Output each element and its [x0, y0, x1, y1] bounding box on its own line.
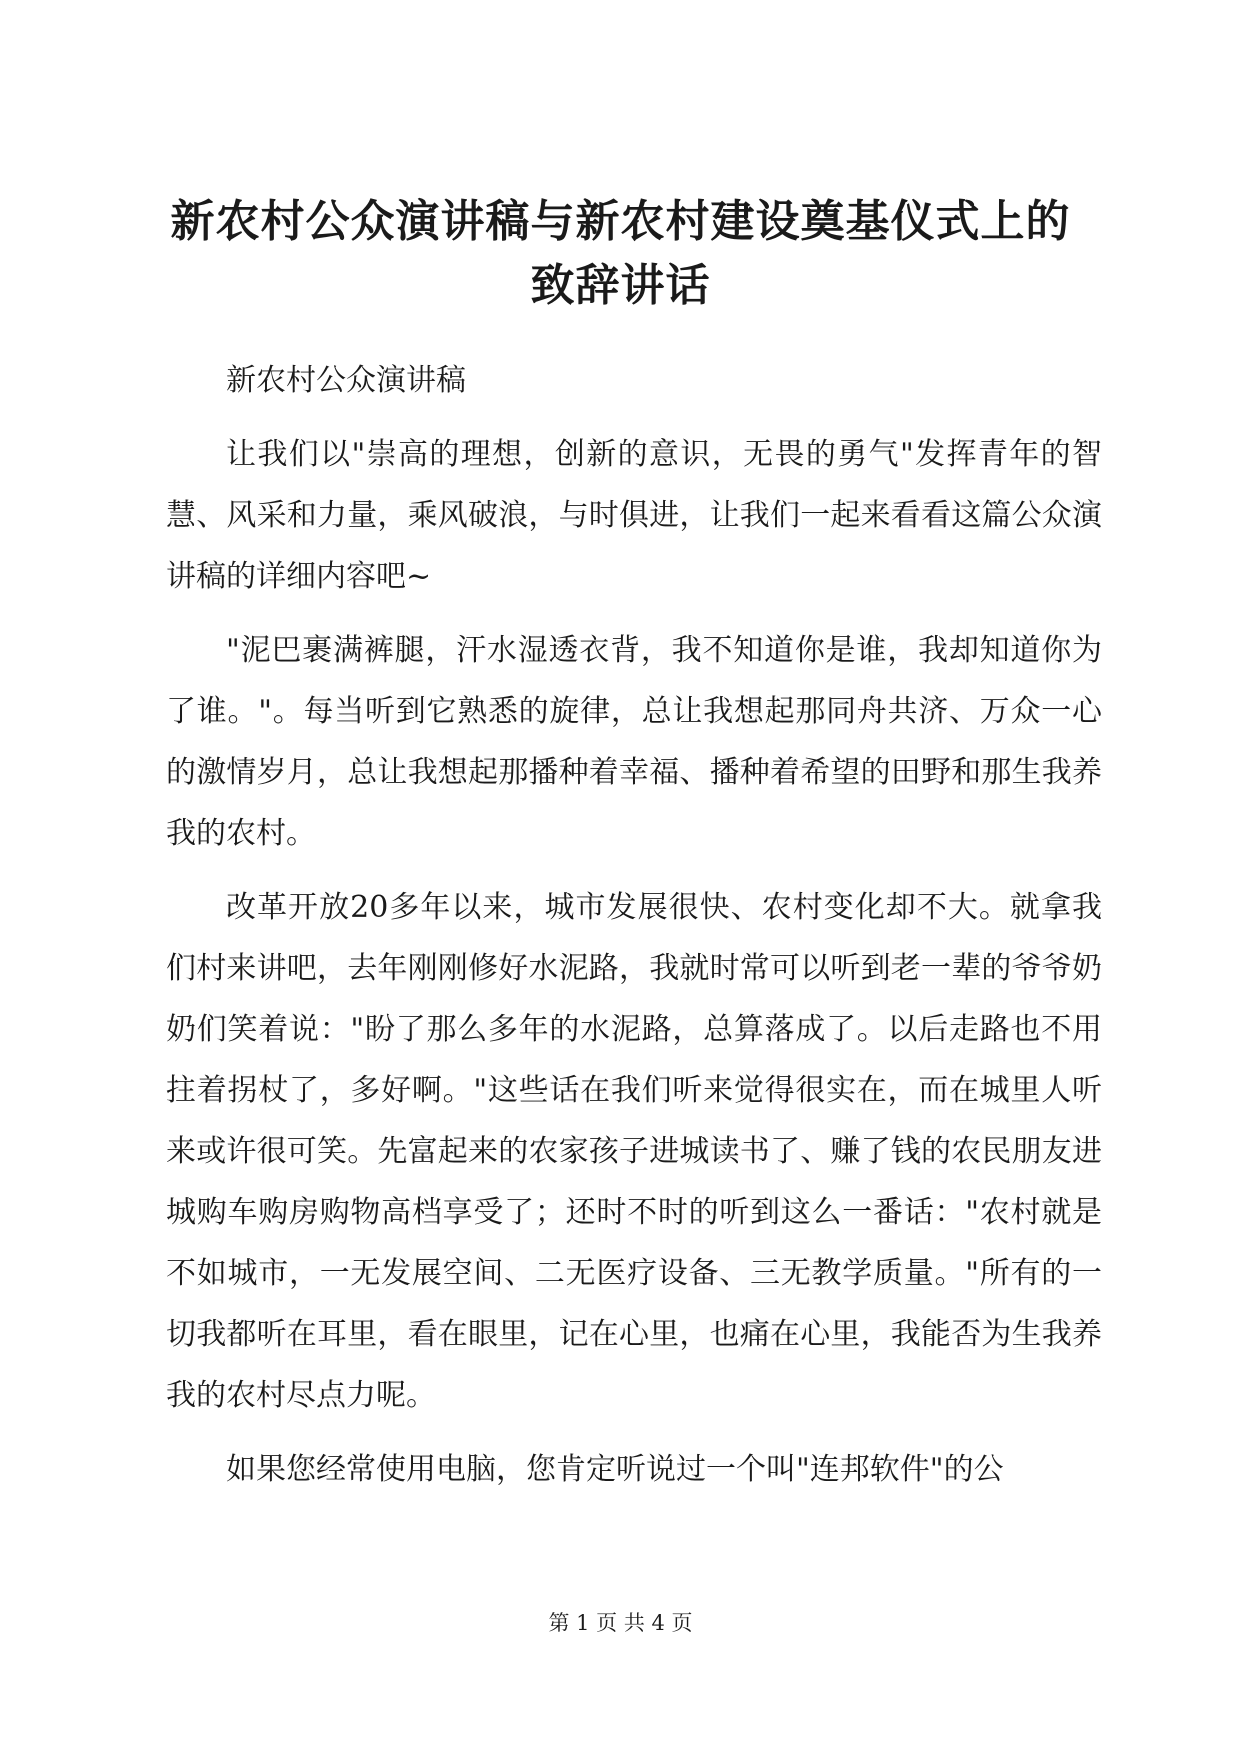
- body-paragraph: 让我们以"崇高的理想，创新的意识，无畏的勇气"发挥青年的智慧、风采和力量，乘风破浪，与时俱进，让我们一起来看看这篇公众演讲稿的详细内容吧~: [166, 437, 1102, 594]
- page-number-footer: 第 1 页 共 4 页: [548, 1611, 693, 1635]
- document-body: [166, 350, 1102, 1513]
- body-paragraph: 改革开放20多年以来，城市发展很快、农村变化却不大。就拿我们村来讲吧，去年刚刚修好水泥路，我就时常可以听到老一辈的爷爷奶奶们笑着说："盼了那么多年的水泥路，总算落成了。以后走路也不用拄着拐杖了，多好啊。"这些话在我们听来觉得很实在，而在城里人听来或许很可笑。先富起来的农家孩子进城读书了、赚了钱的农民朋友进城购车购房购物高档享受了；还时不时的听到这么一番话："农村就是不如城市，一无发展空间、二无医疗设备、三无教学质量。"所有的一切我都听在耳里，看在眼里，记在心里，也痛在心里，我能否为生我养我的农村尽点力呢。: [166, 890, 1102, 1413]
- body-paragraph: 如果您经常使用电脑，您肯定听说过一个叫"连邦软件"的公: [226, 1452, 1004, 1487]
- document-title: [150, 190, 1091, 318]
- body-paragraph: "泥巴裹满裤腿，汗水湿透衣背，我不知道你是谁，我却知道你为了谁。"。每当听到它熟悉的旋律，总让我想起那同舟共济、万众一心的激情岁月，总让我想起那播种着幸福、播种着希望的田野和那生我养我的农村。: [166, 633, 1102, 851]
- subtitle-paragraph: 新农村公众演讲稿: [226, 363, 466, 398]
- document-title-line-1: 新农村公众演讲稿与新农村建设奠基仪式上的: [170, 196, 1071, 247]
- document-title-line-2: 致辞讲话: [530, 260, 711, 311]
